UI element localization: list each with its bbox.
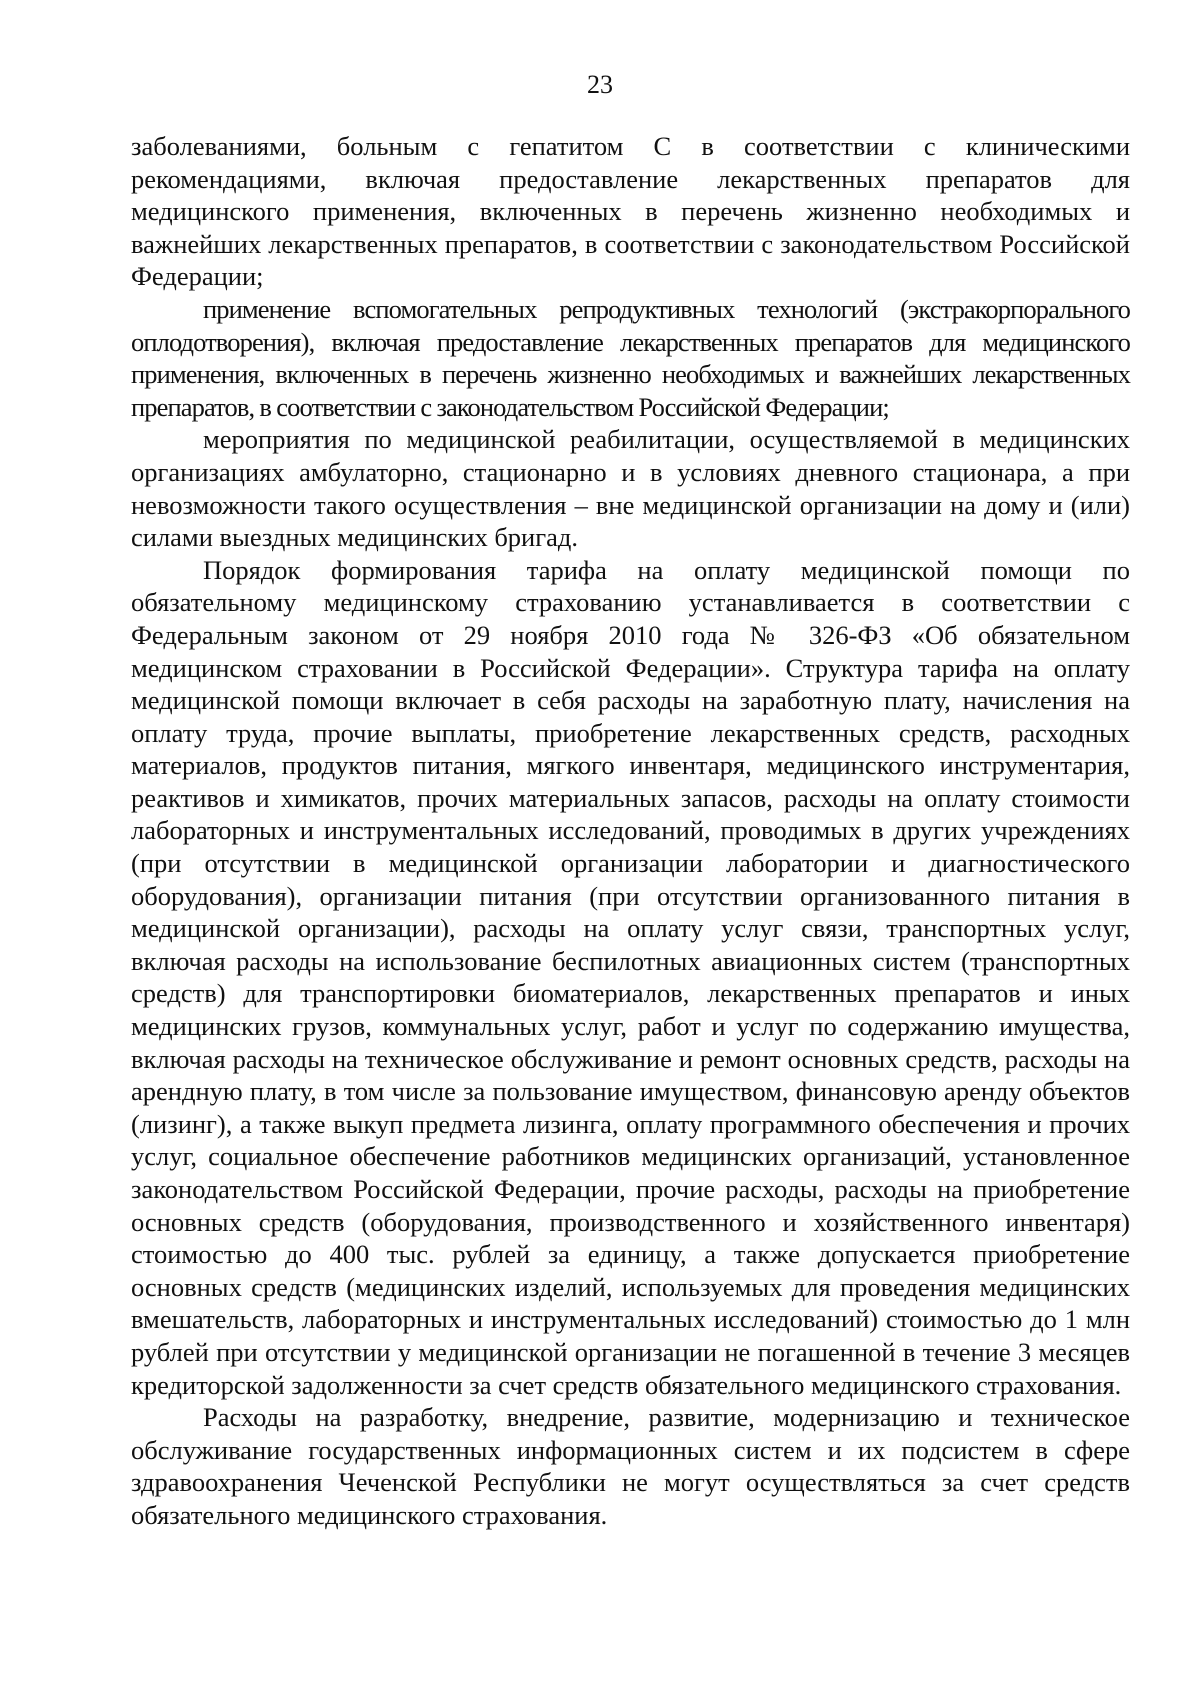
paragraph-information-systems: Расходы на разработку, внедрение, развитие, модернизацию и техническое обслуживание государственных информационных систем и их подсистем в сфере здравоохранения Чеченской Республики не могут осуществляться за счет средств обязательного медицинского страхования. xyxy=(131,1402,1130,1530)
paragraph-reproductive-technologies: применение вспомогательных репродуктивных технологий (экстракорпорального оплодотворения), включая предоставление лекарственных препаратов для медицинского применения, включенных в перечень жизненно необходимых и важнейших лекарственных препаратов, в соответствии с законодательством Российской Федерации; xyxy=(131,293,1130,422)
paragraph-hepatitis-c: заболеваниями, больным с гепатитом С в соответствии с клиническими рекомендациями, включая предоставление лекарственных препаратов для медицинского применения, включенных в перечень жизненно необходимых и важнейших лекарственных препаратов, в соответствии с законодательством Российской Федерации; xyxy=(131,131,1130,292)
page-number: 23 xyxy=(587,70,613,99)
document-body xyxy=(131,130,1130,1532)
paragraph-tariff-structure: Порядок формирования тарифа на оплату медицинской помощи по обязательному медицинскому страхованию устанавливается в соответствии с Федеральным законом от 29 ноября 2010 года № 326-ФЗ «Об обязательном медицинском страховании в Российской Федерации». Структура тарифа на оплату медицинской помощи включает в себя расходы на заработную плату, начисления на оплату труда, прочие выплаты, приобретение лекарственных средств, расходных материалов, продуктов питания, мягкого инвентаря, медицинского инструментария, реактивов и химикатов, прочих материальных запасов, расходы на оплату стоимости лабораторных и инструментальных исследований, проводимых в других учреждениях (при отсутствии в медицинской организации лаборатории и диагностического оборудования), организации питания (при отсутствии организованного питания в медицинской организации), расходы на оплату услуг связи, транспортных услуг, включая расходы на использование беспилотных авиационных систем (транспортных средств) для транспортировки биоматериалов, лекарственных препаратов и иных медицинских грузов, коммунальных услуг, работ и услуг по содержанию имущества, включая расходы на техническое обслуживание и ремонт основных средств, расходы на арендную плату, в том числе за пользование имуществом, финансовую аренду объектов (лизинг), а также выкуп предмета лизинга, оплату программного обеспечения и прочих услуг, социальное обеспечение работников медицинских организаций, установленное законодательством Российской Федерации, прочие расходы, расходы на приобретение основных средств (оборудования, производственного и хозяйственного инвентаря) стоимостью до 400 тыс. рублей за единицу, а также допускается приобретение основных средств (медицинских изделий, используемых для проведения медицинских вмешательств, лабораторных и инструментальных исследований) стоимостью до 1 млн рублей при отсутствии у медицинской организации не погашенной в течение 3 месяцев кредиторской задолженности за счет средств обязательного медицинского страхования. xyxy=(131,554,1130,1400)
paragraph-medical-rehabilitation: мероприятия по медицинской реабилитации, осуществляемой в медицинских организациях амбулаторно, стационарно и в условиях дневного стационара, а при невозможности такого осуществления – вне медицинской организации на дому и (или) силами выездных медицинских бригад. xyxy=(131,424,1130,553)
